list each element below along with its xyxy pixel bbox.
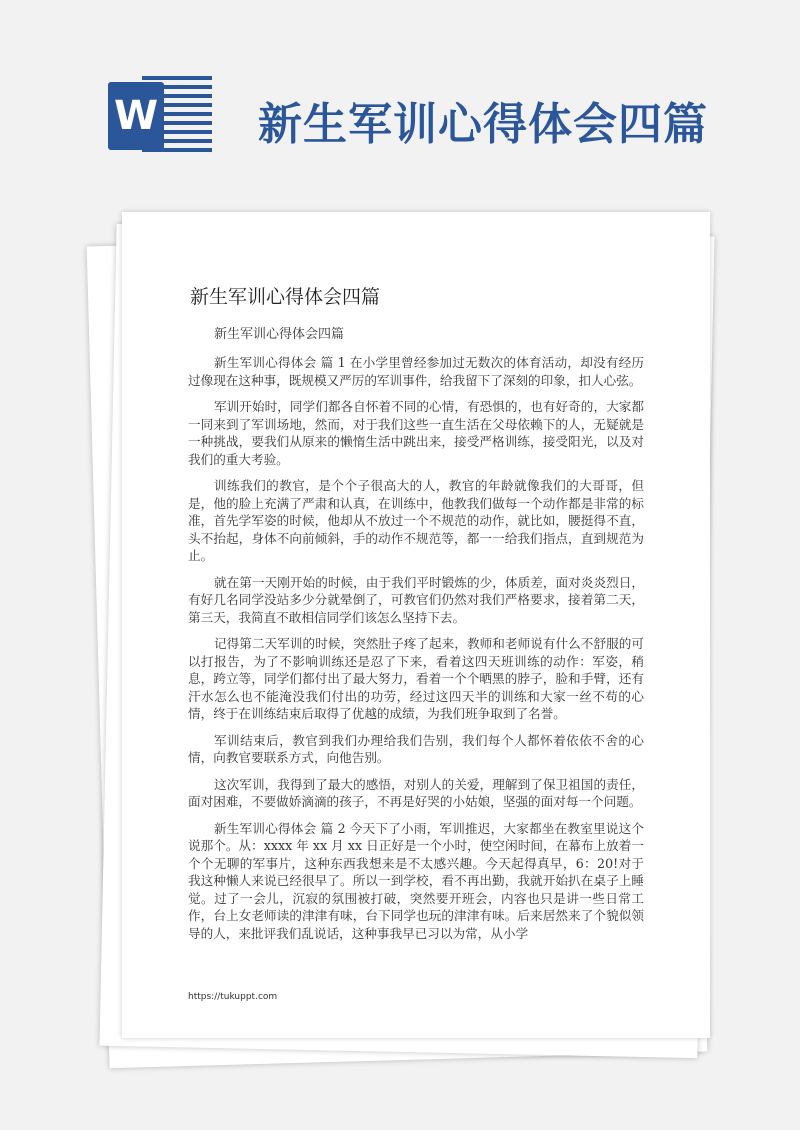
document-body bbox=[188, 324, 644, 951]
document-title: 新生军训心得体会四篇 bbox=[190, 286, 381, 308]
header-banner bbox=[0, 0, 800, 200]
footer-url-link[interactable]: https://tukuppt.com bbox=[188, 992, 278, 1002]
word-logo-badge: W bbox=[108, 82, 164, 150]
paragraph-3: 训练我们的教官，是个个子很高大的人，教官的年龄就像我们的大哥哥，但是，他的脸上充满了严肃和认真，在训练中，他教我们做每一个动作都是非常的标准，首先学军姿的时候，他却从不放过一个不规范的动作，就比如，腰挺得不直，头不抬起，身体不向前倾斜，手的动作不规范等，都一一给我们指点，直到规范为止。 bbox=[188, 478, 644, 563]
document-subtitle: 新生军训心得体会四篇 bbox=[214, 327, 345, 342]
paragraph-1: 新生军训心得体会 篇 1 在小学里曾经参加过无数次的体育活动，却没有经历过像现在这种事，既规模又严厉的军训事件，给我留下了深刻的印象，扣人心弦。 bbox=[188, 355, 644, 388]
word-document-icon bbox=[108, 72, 212, 160]
paragraph-4: 就在第一天刚开始的时候，由于我们平时锻炼的少，体质差，面对炎炎烈日，有好几名同学没站多少分就晕倒了，可教官们仍然对我们严格要求，接着第二天，第三天，我简直不敢相信同学们该怎么坚持下去。 bbox=[188, 574, 644, 625]
paragraph-2: 军训开始时，同学们都各自怀着不同的心情，有恐惧的，也有好奇的，大家都一同来到了军训场地，然而，对于我们这些一直生活在父母依赖下的人，无疑就是一种挑战，要我们从原来的懒惰生活中跳出来，接受严格训练，接受阳光，以及对我们的重大考验。 bbox=[188, 399, 644, 467]
header-title: 新生军训心得体会四篇 bbox=[258, 99, 708, 150]
document-page bbox=[122, 212, 710, 1038]
paragraph-5: 记得第二天军训的时候，突然肚子疼了起来，教师和老师说有什么不舒服的可以打报告，为了不影响训练还是忍了下来，看着这四天班训练的动作：军姿，稍息，跨立等，同学们都付出了最大努力，看着一个个晒黑的脖子，脸和手臂，还有汗水怎么也不能淹没我们付出的功劳，经过这四天半的训练和大家一丝不苟的心情，终于在训练结束后取得了优越的成绩，为我们班争取到了名誉。 bbox=[188, 636, 644, 721]
paragraph-8: 新生军训心得体会 篇 2 今天下了小雨，军训推迟，大家都坐在教室里说这个说那个。从：xxxx 年 xx 月 xx 日正好是一个小时，使空闲时间，在幕布上放着一个个无聊的军事片，这种东西我想来是不太感兴趣。今天起得真早，6：20!对于我这种懒人来说已经很早了。所以一到学校，看不再出勤，我就开始扒在桌子上睡觉。过了一会儿，沉寂的氛围被打破，突然要开班会，内容也只是讲一些日常工作，台上女老师读的津津有味，台下同学也玩的津津有味。后来居然来了个貌似领导的人，来批评我们乱说话，这种事我早已习以为常，从小学 bbox=[188, 820, 644, 941]
paragraph-6: 军训结束后，教官到我们办理给我们告别，我们每个人都怀着依依不舍的心情，向教官要联系方式，向他告别。 bbox=[188, 732, 644, 765]
paragraph-7: 这次军训，我得到了最大的感悟，对别人的关爱，理解到了保卫祖国的责任，面对困难，不要做娇滴滴的孩子，不再是好哭的小姑娘，坚强的面对每一个问题。 bbox=[188, 776, 644, 809]
